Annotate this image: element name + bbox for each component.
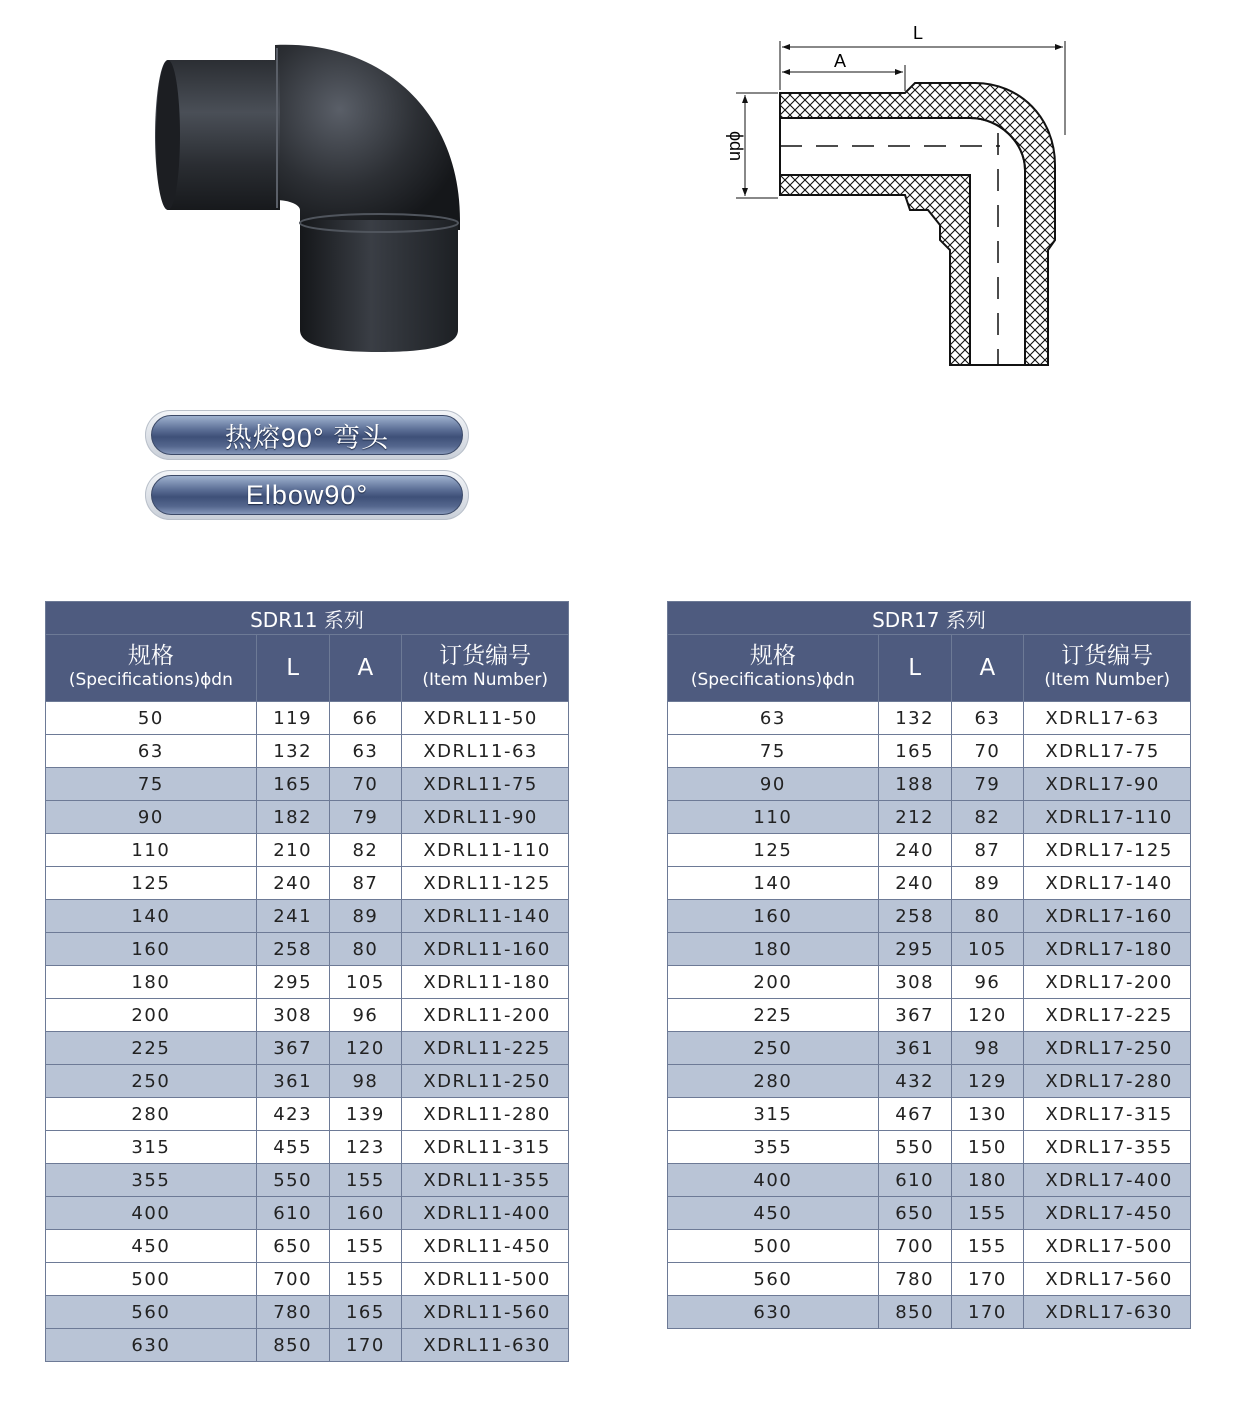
cell-l: 308 (878, 966, 951, 999)
cell-item-number: XDRL17-63 (1024, 702, 1191, 735)
cell-item-number: XDRL17-90 (1024, 768, 1191, 801)
cell-l: 165 (878, 735, 951, 768)
cell-l: 119 (256, 702, 329, 735)
cell-item-number: XDRL17-75 (1024, 735, 1191, 768)
cell-l: 780 (256, 1296, 329, 1329)
cell-a: 63 (329, 735, 402, 768)
table-row (46, 966, 569, 999)
cell-l: 240 (256, 867, 329, 900)
table-row (668, 1098, 1191, 1131)
cell-a: 87 (951, 834, 1024, 867)
table-row (668, 1296, 1191, 1329)
cell-dn: 125 (46, 867, 257, 900)
cell-a: 105 (329, 966, 402, 999)
cell-l: 361 (256, 1065, 329, 1098)
cell-l: 550 (878, 1131, 951, 1164)
cell-dn: 160 (46, 933, 257, 966)
cell-l: 550 (256, 1164, 329, 1197)
cell-item-number: XDRL11-140 (402, 900, 569, 933)
cell-l: 212 (878, 801, 951, 834)
cell-dn: 180 (46, 966, 257, 999)
cell-l: 361 (878, 1032, 951, 1065)
cell-dn: 125 (668, 834, 879, 867)
cell-l: 182 (256, 801, 329, 834)
cell-a: 155 (329, 1263, 402, 1296)
cell-a: 170 (951, 1296, 1024, 1329)
cell-item-number: XDRL17-355 (1024, 1131, 1191, 1164)
cell-item-number: XDRL11-50 (402, 702, 569, 735)
cell-item-number: XDRL17-250 (1024, 1032, 1191, 1065)
elbow-section-drawing (700, 15, 1080, 385)
cell-item-number: XDRL11-560 (402, 1296, 569, 1329)
cell-item-number: XDRL11-400 (402, 1197, 569, 1230)
table-row (46, 1032, 569, 1065)
cell-item-number: XDRL17-110 (1024, 801, 1191, 834)
cell-a: 89 (951, 867, 1024, 900)
table-row (46, 1131, 569, 1164)
table-title: SDR17 系列 (668, 602, 1191, 635)
sdr17-table (667, 601, 1191, 1329)
cell-dn: 140 (46, 900, 257, 933)
table-row (46, 768, 569, 801)
cell-l: 295 (256, 966, 329, 999)
cell-l: 258 (878, 900, 951, 933)
cell-l: 780 (878, 1263, 951, 1296)
spec-cn: 规格 (127, 643, 174, 669)
cell-l: 650 (878, 1197, 951, 1230)
cell-a: 96 (951, 966, 1024, 999)
cell-item-number: XDRL11-225 (402, 1032, 569, 1065)
cell-l: 650 (256, 1230, 329, 1263)
cell-dn: 630 (668, 1296, 879, 1329)
table-row (46, 1296, 569, 1329)
col-l-header: L (256, 635, 329, 702)
cell-dn: 560 (668, 1263, 879, 1296)
dim-l-label: L (912, 23, 924, 43)
cell-a: 80 (329, 933, 402, 966)
cell-l: 367 (256, 1032, 329, 1065)
cell-item-number: XDRL17-225 (1024, 999, 1191, 1032)
cell-item-number: XDRL17-180 (1024, 933, 1191, 966)
cell-dn: 160 (668, 900, 879, 933)
cell-dn: 280 (46, 1098, 257, 1131)
cell-l: 240 (878, 834, 951, 867)
cell-dn: 315 (46, 1131, 257, 1164)
cell-a: 155 (951, 1230, 1024, 1263)
col-l-header: L (878, 635, 951, 702)
cell-dn: 200 (46, 999, 257, 1032)
cell-l: 188 (878, 768, 951, 801)
cell-item-number: XDRL11-355 (402, 1164, 569, 1197)
table-row (668, 933, 1191, 966)
table-row (46, 1230, 569, 1263)
cell-item-number: XDRL11-250 (402, 1065, 569, 1098)
cell-dn: 315 (668, 1098, 879, 1131)
cell-item-number: XDRL17-400 (1024, 1164, 1191, 1197)
cell-dn: 450 (668, 1197, 879, 1230)
dim-dn-label: ϕdn (726, 130, 746, 162)
cell-item-number: XDRL11-280 (402, 1098, 569, 1131)
item-cn: 订货编号 (439, 643, 532, 669)
col-a-header: A (329, 635, 402, 702)
cell-item-number: XDRL17-560 (1024, 1263, 1191, 1296)
cell-dn: 110 (46, 834, 257, 867)
cell-dn: 225 (668, 999, 879, 1032)
product-name-cn-badge (145, 410, 469, 460)
cell-dn: 560 (46, 1296, 257, 1329)
cell-dn: 500 (668, 1230, 879, 1263)
cell-a: 123 (329, 1131, 402, 1164)
cell-a: 105 (951, 933, 1024, 966)
cell-l: 432 (878, 1065, 951, 1098)
cell-l: 132 (878, 702, 951, 735)
cell-item-number: XDRL17-450 (1024, 1197, 1191, 1230)
cell-a: 150 (951, 1131, 1024, 1164)
table-row (668, 1197, 1191, 1230)
item-en: (Item Number) (422, 670, 548, 690)
cell-dn: 75 (46, 768, 257, 801)
product-name-en-badge (145, 470, 469, 520)
cell-item-number: XDRL17-630 (1024, 1296, 1191, 1329)
cell-l: 850 (878, 1296, 951, 1329)
elbow-photo (140, 30, 480, 370)
table-row (668, 1065, 1191, 1098)
table-row (46, 1197, 569, 1230)
cell-item-number: XDRL11-125 (402, 867, 569, 900)
cell-item-number: XDRL17-140 (1024, 867, 1191, 900)
cell-a: 98 (329, 1065, 402, 1098)
cell-dn: 280 (668, 1065, 879, 1098)
table-row (46, 999, 569, 1032)
cell-a: 160 (329, 1197, 402, 1230)
table-row (46, 1164, 569, 1197)
cell-a: 70 (329, 768, 402, 801)
cell-item-number: XDRL17-280 (1024, 1065, 1191, 1098)
cell-dn: 63 (668, 702, 879, 735)
cell-item-number: XDRL17-200 (1024, 966, 1191, 999)
cell-l: 132 (256, 735, 329, 768)
cell-a: 63 (951, 702, 1024, 735)
table-row (668, 1164, 1191, 1197)
table-row (668, 735, 1191, 768)
col-spec-header (46, 635, 257, 702)
table-row (46, 867, 569, 900)
cell-l: 610 (878, 1164, 951, 1197)
cell-dn: 140 (668, 867, 879, 900)
cell-a: 70 (951, 735, 1024, 768)
cell-item-number: XDRL11-63 (402, 735, 569, 768)
cell-l: 308 (256, 999, 329, 1032)
cell-l: 295 (878, 933, 951, 966)
cell-l: 367 (878, 999, 951, 1032)
cell-dn: 90 (46, 801, 257, 834)
cell-dn: 500 (46, 1263, 257, 1296)
cell-dn: 90 (668, 768, 879, 801)
table-row (46, 933, 569, 966)
cell-dn: 63 (46, 735, 257, 768)
cell-a: 129 (951, 1065, 1024, 1098)
product-name-cn: 热熔90° 弯头 (224, 422, 390, 453)
cell-item-number: XDRL11-180 (402, 966, 569, 999)
cell-l: 240 (878, 867, 951, 900)
cell-a: 79 (951, 768, 1024, 801)
cell-a: 80 (951, 900, 1024, 933)
cell-dn: 75 (668, 735, 879, 768)
cell-l: 700 (878, 1230, 951, 1263)
table-row (668, 966, 1191, 999)
cell-item-number: XDRL17-315 (1024, 1098, 1191, 1131)
table-row (668, 1131, 1191, 1164)
cell-l: 210 (256, 834, 329, 867)
cell-a: 79 (329, 801, 402, 834)
table-row (46, 1065, 569, 1098)
cell-l: 241 (256, 900, 329, 933)
cell-l: 850 (256, 1329, 329, 1362)
table-row (668, 834, 1191, 867)
cell-item-number: XDRL11-315 (402, 1131, 569, 1164)
cell-dn: 250 (668, 1032, 879, 1065)
cell-item-number: XDRL11-450 (402, 1230, 569, 1263)
cell-a: 170 (329, 1329, 402, 1362)
cell-item-number: XDRL11-110 (402, 834, 569, 867)
table-row (46, 1329, 569, 1362)
cell-dn: 355 (668, 1131, 879, 1164)
cell-dn: 180 (668, 933, 879, 966)
col-spec-header (668, 635, 879, 702)
cell-a: 96 (329, 999, 402, 1032)
cell-l: 258 (256, 933, 329, 966)
cell-dn: 225 (46, 1032, 257, 1065)
table-row (46, 900, 569, 933)
cell-dn: 630 (46, 1329, 257, 1362)
item-en: (Item Number) (1044, 670, 1170, 690)
spec-en: (Specifications)ϕdn (68, 670, 233, 690)
cell-item-number: XDRL11-90 (402, 801, 569, 834)
cell-item-number: XDRL11-160 (402, 933, 569, 966)
cell-item-number: XDRL17-125 (1024, 834, 1191, 867)
cell-a: 87 (329, 867, 402, 900)
col-item-header (402, 635, 569, 702)
cell-dn: 400 (668, 1164, 879, 1197)
sdr11-table (45, 601, 569, 1362)
table-row (46, 735, 569, 768)
table-row (46, 834, 569, 867)
cell-a: 89 (329, 900, 402, 933)
cell-a: 170 (951, 1263, 1024, 1296)
table-row (668, 768, 1191, 801)
spec-cn: 规格 (749, 643, 796, 669)
cell-l: 610 (256, 1197, 329, 1230)
cell-item-number: XDRL11-500 (402, 1263, 569, 1296)
table-row (668, 1263, 1191, 1296)
cell-dn: 110 (668, 801, 879, 834)
cell-a: 130 (951, 1098, 1024, 1131)
table-row (668, 999, 1191, 1032)
table-title: SDR11 系列 (46, 602, 569, 635)
cell-a: 180 (951, 1164, 1024, 1197)
dim-a-label: A (833, 51, 847, 71)
cell-a: 155 (951, 1197, 1024, 1230)
cell-l: 467 (878, 1098, 951, 1131)
cell-a: 66 (329, 702, 402, 735)
table-row (46, 801, 569, 834)
cell-dn: 50 (46, 702, 257, 735)
table-row (46, 702, 569, 735)
cell-a: 120 (951, 999, 1024, 1032)
product-name-en: Elbow90° (245, 479, 369, 510)
item-cn: 订货编号 (1061, 643, 1154, 669)
cell-dn: 355 (46, 1164, 257, 1197)
cell-item-number: XDRL11-200 (402, 999, 569, 1032)
cell-dn: 200 (668, 966, 879, 999)
table-row (668, 900, 1191, 933)
cell-a: 155 (329, 1164, 402, 1197)
cell-l: 165 (256, 768, 329, 801)
table-row (668, 702, 1191, 735)
cell-item-number: XDRL11-630 (402, 1329, 569, 1362)
cell-dn: 450 (46, 1230, 257, 1263)
cell-a: 82 (951, 801, 1024, 834)
table-row (46, 1263, 569, 1296)
cell-a: 165 (329, 1296, 402, 1329)
table-row (668, 867, 1191, 900)
cell-item-number: XDRL17-160 (1024, 900, 1191, 933)
cell-l: 423 (256, 1098, 329, 1131)
cell-item-number: XDRL11-75 (402, 768, 569, 801)
cell-dn: 400 (46, 1197, 257, 1230)
col-a-header: A (951, 635, 1024, 702)
table-row (668, 1230, 1191, 1263)
cell-a: 120 (329, 1032, 402, 1065)
cell-a: 139 (329, 1098, 402, 1131)
cell-dn: 250 (46, 1065, 257, 1098)
cell-item-number: XDRL17-500 (1024, 1230, 1191, 1263)
cell-a: 82 (329, 834, 402, 867)
cell-a: 98 (951, 1032, 1024, 1065)
cell-l: 455 (256, 1131, 329, 1164)
table-row (668, 1032, 1191, 1065)
col-item-header (1024, 635, 1191, 702)
cell-l: 700 (256, 1263, 329, 1296)
table-row (46, 1098, 569, 1131)
spec-en: (Specifications)ϕdn (690, 670, 855, 690)
table-row (668, 801, 1191, 834)
cell-a: 155 (329, 1230, 402, 1263)
